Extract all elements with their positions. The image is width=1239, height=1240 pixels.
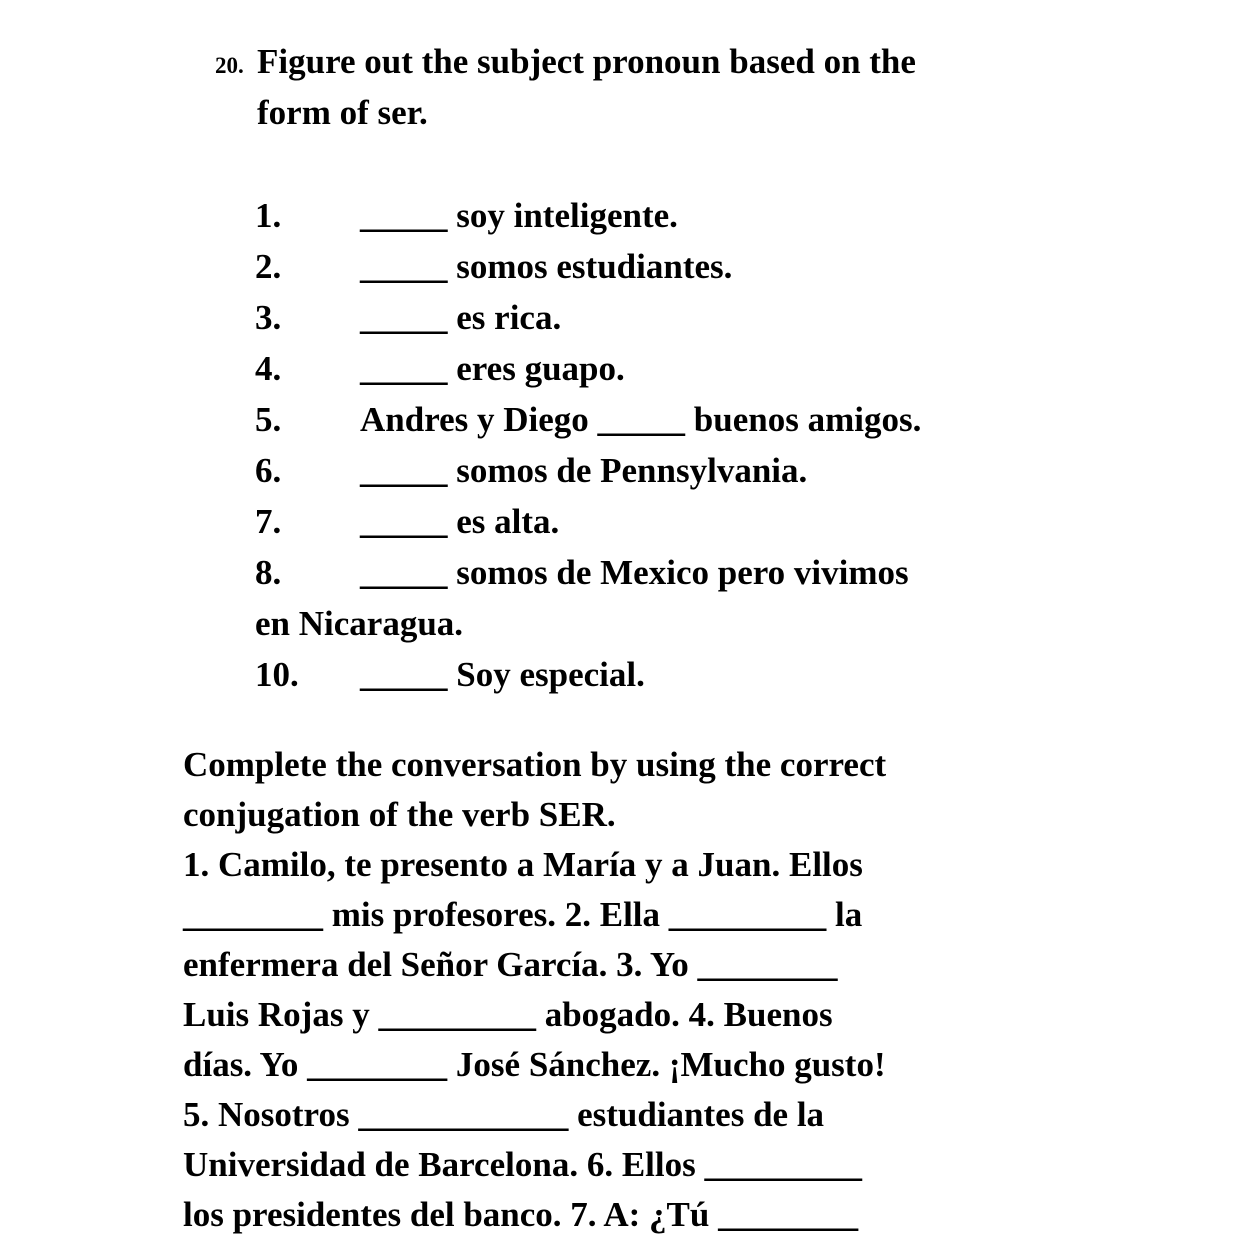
- exercise-item: [255, 649, 1179, 700]
- item-text: _____ es rica.: [360, 298, 562, 337]
- question-title-line-1: Figure out the subject pronoun based on the: [257, 42, 916, 81]
- exercise-item: [255, 343, 1179, 394]
- item-number: 5.: [255, 400, 282, 439]
- conversation-line: Luis Rojas y _________ abogado. 4. Buenos: [183, 995, 833, 1034]
- conversation-exercise: [183, 740, 1179, 1240]
- conversation-line: los presidentes del banco. 7. A: ¿Tú ________: [183, 1195, 859, 1234]
- exercise-item: [255, 292, 1179, 343]
- exercise-item: [255, 190, 1179, 241]
- exercise-item: [255, 241, 1179, 292]
- item-number: 10.: [255, 655, 299, 694]
- conversation-line: Universidad de Barcelona. 6. Ellos _________: [183, 1145, 862, 1184]
- item-number: 4.: [255, 349, 282, 388]
- item-text: _____ somos estudiantes.: [360, 247, 733, 286]
- conversation-line: conjugation of the verb SER.: [183, 795, 616, 834]
- item-text: Andres y Diego _____ buenos amigos.: [360, 400, 922, 439]
- exercise-item: [255, 547, 1179, 649]
- item-text: _____ somos de Mexico pero vivimos: [360, 553, 909, 592]
- conversation-line: Complete the conversation by using the correct: [183, 745, 887, 784]
- item-text: _____ soy inteligente.: [360, 196, 678, 235]
- subject-pronoun-exercise: [255, 190, 1179, 700]
- item-text-continuation: en Nicaragua.: [255, 604, 464, 643]
- exercise-item: [255, 445, 1179, 496]
- question-title-line-2: form of ser.: [257, 93, 428, 132]
- item-number: 3.: [255, 298, 282, 337]
- exercise-item: [255, 394, 1179, 445]
- conversation-line: enfermera del Señor García. 3. Yo ________: [183, 945, 838, 984]
- item-number: 1.: [255, 196, 282, 235]
- question-heading: [215, 36, 1179, 138]
- exercise-item: [255, 496, 1179, 547]
- conversation-line: 1. Camilo, te presento a María y a Juan. Ellos: [183, 845, 863, 884]
- item-text: _____ es alta.: [360, 502, 560, 541]
- conversation-line: ________ mis profesores. 2. Ella _________ la: [183, 895, 863, 934]
- item-text: _____ Soy especial.: [360, 655, 645, 694]
- conversation-line: 5. Nosotros ____________ estudiantes de la: [183, 1095, 825, 1134]
- item-text: _____ eres guapo.: [360, 349, 625, 388]
- item-number: 2.: [255, 247, 282, 286]
- question-number: 20.: [215, 53, 244, 78]
- item-text: _____ somos de Pennsylvania.: [360, 451, 808, 490]
- conversation-line: días. Yo ________ José Sánchez. ¡Mucho gusto!: [183, 1045, 886, 1084]
- question-title: [257, 36, 916, 138]
- item-number: 7.: [255, 502, 282, 541]
- item-number: 8.: [255, 553, 282, 592]
- item-number: 6.: [255, 451, 282, 490]
